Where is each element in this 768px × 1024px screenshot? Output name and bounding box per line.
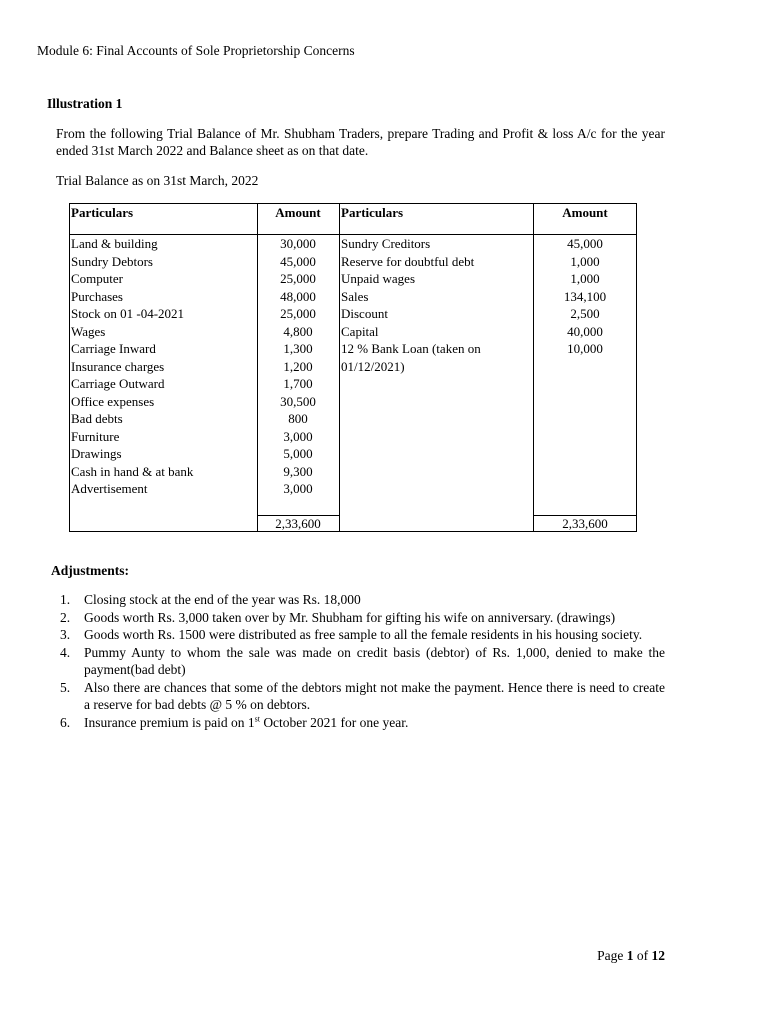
table-cell-particular: Office expenses xyxy=(71,393,155,409)
table-cell-particular: 01/12/2021) xyxy=(341,358,405,374)
table-cell-amount: 2,500 xyxy=(570,306,600,321)
table-cell-particular: Discount xyxy=(341,306,388,321)
table-cell-amount: 9,300 xyxy=(283,463,313,479)
list-item xyxy=(56,679,665,714)
table-cell-particular: Sundry Creditors xyxy=(341,236,431,251)
list-text: Closing stock at the end of the year was Rs. 18,000 xyxy=(84,592,361,607)
table-cell-particular: Computer xyxy=(71,271,123,286)
list-text: Goods worth Rs. 3,000 taken over by Mr. Shubham for gifting his wife on anniversary. (drawings) xyxy=(84,609,616,625)
list-number: 1. xyxy=(60,592,71,607)
table-cell-particular: Reserve for doubtful debt xyxy=(341,253,475,269)
table-cell-amount: 40,000 xyxy=(567,323,603,339)
total-left: 2,33,600 xyxy=(275,516,321,531)
current-page: 1 xyxy=(626,948,634,963)
trial-balance-caption: Trial Balance as on 31st March, 2022 xyxy=(56,173,259,188)
list-item xyxy=(56,714,665,732)
table-cell-particular: Land & building xyxy=(71,236,158,251)
list-item xyxy=(56,591,665,609)
list-item xyxy=(56,626,665,644)
table-cell-particular: Capital xyxy=(341,323,379,339)
table-cell-particular: Insurance charges xyxy=(71,358,165,374)
table-cell-particular: Cash in hand & at bank xyxy=(71,463,194,479)
list-number: 3. xyxy=(60,627,71,642)
intro-paragraph: From the following Trial Balance of Mr. Shubham Traders, prepare Trading and Profit & loss A/c for the year ended 31st March 2022 and Balance sheet as on that date. xyxy=(56,126,665,158)
table-cell-amount: 1,300 xyxy=(283,341,313,356)
of-label: of xyxy=(636,948,649,963)
list-text: Also there are chances that some of the debtors might not make the payment. Hence there is need to create a reserve for bad debts @ 5 % on debtors. xyxy=(84,679,665,712)
adjustments-title: Adjustments: xyxy=(51,563,130,578)
table-cell-amount: 4,800 xyxy=(283,323,313,339)
page-label: Page xyxy=(597,948,624,963)
table-cell-particular: Purchases xyxy=(71,288,123,304)
table-cell-particular: Drawings xyxy=(71,446,122,461)
table-cell-amount: 1,000 xyxy=(570,253,600,269)
table-cell-amount: 5,000 xyxy=(283,446,313,461)
table-cell-amount: 134,100 xyxy=(563,288,607,304)
table-cell-amount: 1,700 xyxy=(283,376,313,391)
table-cell-amount: 1,200 xyxy=(283,358,313,374)
table-cell-particular: Furniture xyxy=(71,428,120,444)
table-cell-amount xyxy=(533,358,637,376)
list-text-continued: October 2021 for one year. xyxy=(259,714,409,730)
table-cell-amount: 800 xyxy=(288,411,308,426)
table-cell-particular: Carriage Inward xyxy=(71,341,156,356)
table-cell-amount: 25,000 xyxy=(280,271,316,286)
page-header: Module 6: Final Accounts of Sole Proprietorship Concerns xyxy=(37,43,355,58)
table-cell-amount: 30,500 xyxy=(280,393,316,409)
column-divider xyxy=(339,204,340,531)
table-cell-particular: Unpaid wages xyxy=(341,271,416,286)
table-cell-particular: 12 % Bank Loan (taken on xyxy=(341,341,481,356)
total-pages: 12 xyxy=(651,948,665,963)
list-number: 4. xyxy=(60,644,71,660)
list-number: 2. xyxy=(60,609,71,625)
table-cell-amount: 45,000 xyxy=(280,253,316,269)
table-cell-amount: 3,000 xyxy=(283,481,313,496)
list-text: Goods worth Rs. 1500 were distributed as free sample to all the female residents in his housing society. xyxy=(84,627,643,642)
adjustments-list xyxy=(56,591,665,731)
header-amount-left: Amount xyxy=(275,205,321,220)
table-cell-amount: 30,000 xyxy=(280,236,316,251)
table-cell-particular: Carriage Outward xyxy=(71,376,165,391)
ordinal-suffix: st xyxy=(254,714,260,723)
illustration-title: Illustration 1 xyxy=(47,96,123,111)
trial-balance-table xyxy=(69,203,637,532)
table-cell-amount: 1,000 xyxy=(570,271,600,286)
page-number xyxy=(597,948,665,964)
header-amount-right: Amount xyxy=(562,205,608,220)
total-right: 2,33,600 xyxy=(562,516,608,531)
list-text: Pummy Aunty to whom the sale was made on credit basis (debtor) of Rs. 1,000, denied to make the payment(bad debt) xyxy=(84,644,665,677)
table-cell-particular: Stock on 01 -04-2021 xyxy=(71,306,185,321)
table-cell-particular: Sales xyxy=(341,288,369,304)
table-cell-particular: Sundry Debtors xyxy=(71,253,153,269)
table-cell-amount: 3,000 xyxy=(283,428,313,444)
table-cell-amount: 48,000 xyxy=(280,288,316,304)
table-cell-amount: 25,000 xyxy=(280,306,316,321)
list-number: 6. xyxy=(60,714,71,730)
header-particulars-left: Particulars xyxy=(71,205,134,220)
table-cell-amount: 10,000 xyxy=(567,341,603,356)
table-cell-amount: 45,000 xyxy=(567,236,603,251)
table-cell-particular: Wages xyxy=(71,323,106,339)
list-item xyxy=(56,609,665,627)
table-cell-particular: Advertisement xyxy=(71,481,148,496)
table-cell-particular: Bad debts xyxy=(71,411,123,426)
header-particulars-right: Particulars xyxy=(341,205,404,220)
list-number: 5. xyxy=(60,679,71,695)
list-text: Insurance premium is paid on 1 xyxy=(84,714,255,730)
list-item xyxy=(56,644,665,679)
